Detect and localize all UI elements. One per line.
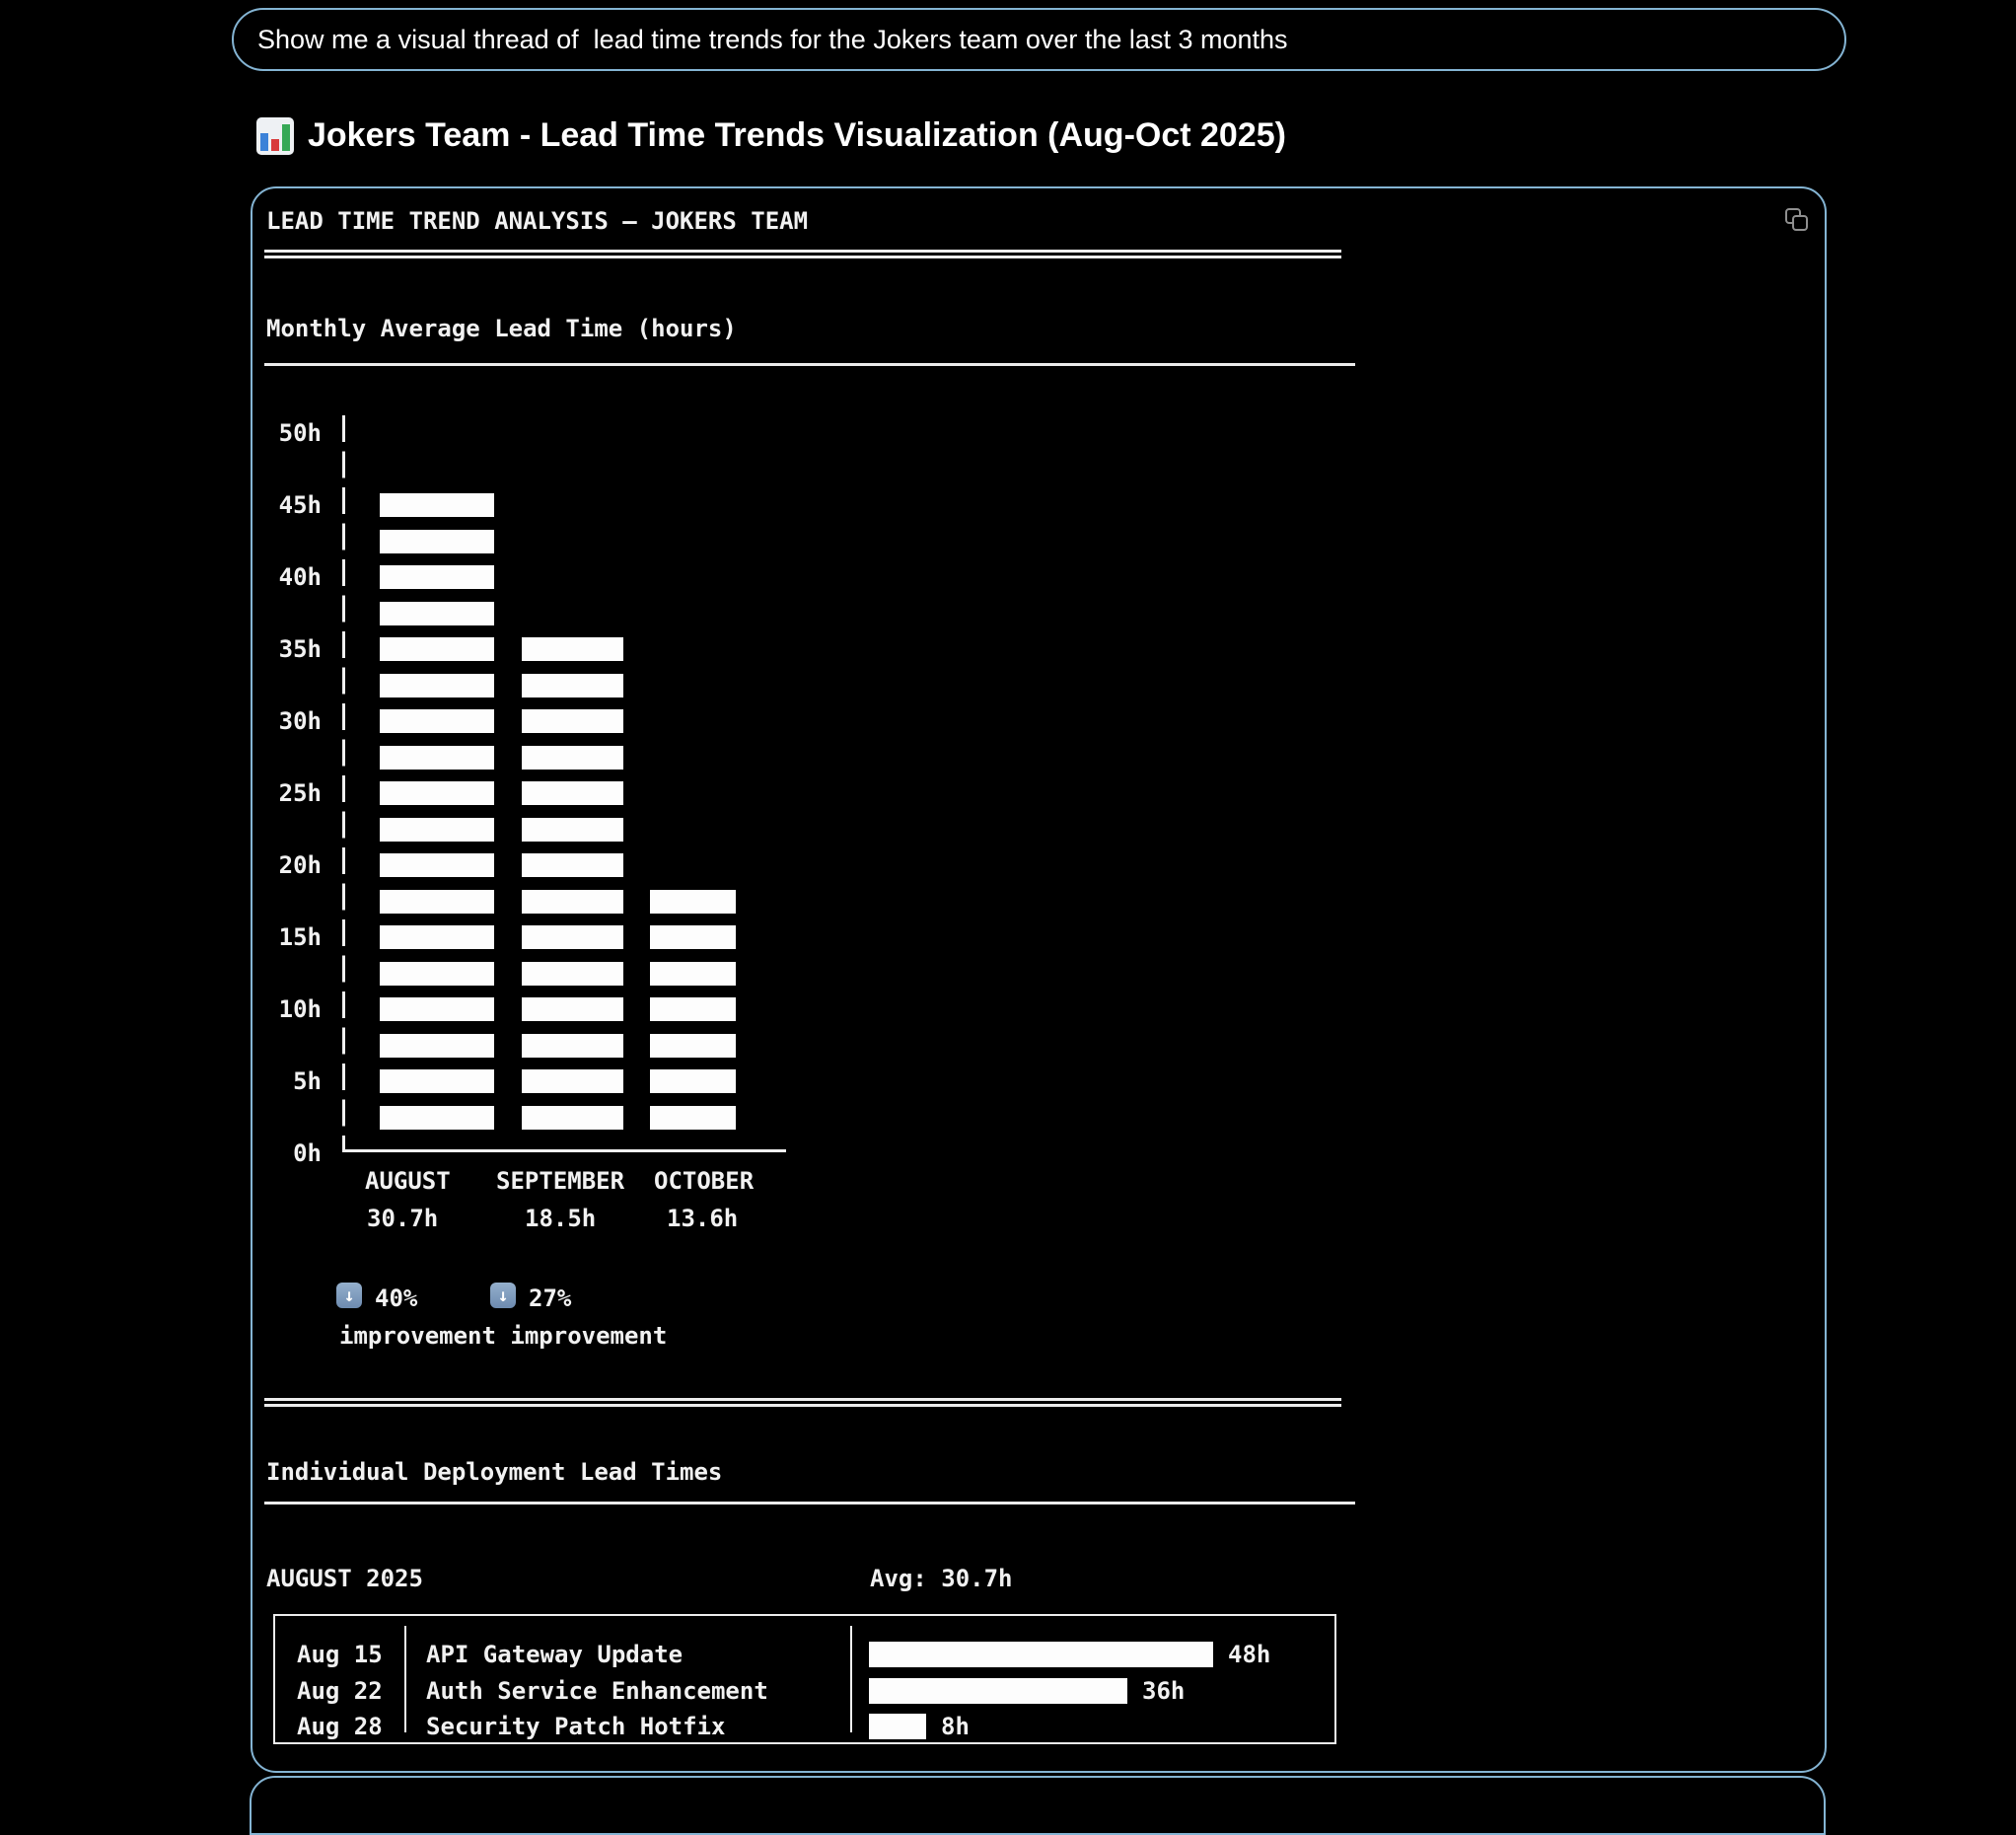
chart-y-axis [342, 415, 345, 1151]
bar-block [650, 890, 736, 914]
prompt-input[interactable] [232, 8, 1846, 71]
bar-block [380, 997, 494, 1021]
bar-block [522, 853, 623, 877]
chart-section-title: Monthly Average Lead Time (hours) [266, 315, 737, 342]
month-value: 13.6h [667, 1205, 739, 1232]
row-date: Aug 28 [297, 1713, 383, 1740]
separator-double [264, 250, 1341, 258]
bar-block [522, 962, 623, 986]
bar-block [380, 781, 494, 805]
bar-block [650, 1106, 736, 1130]
bar-block [522, 997, 623, 1021]
month-heading: AUGUST 2025 [266, 1565, 423, 1592]
y-axis-label: 15h [278, 923, 322, 951]
y-axis-label: 50h [278, 419, 322, 447]
month-value: 30.7h [367, 1205, 439, 1232]
bar-block [380, 602, 494, 625]
terminal-panel [251, 186, 1827, 1773]
deployment-table [273, 1614, 1336, 1744]
bar-block [380, 962, 494, 986]
row-hours: 36h [1142, 1677, 1186, 1705]
bar-chart-icon [256, 117, 294, 155]
y-axis-label: 20h [278, 851, 322, 879]
bar-block [522, 674, 623, 697]
row-hours: 48h [1228, 1641, 1271, 1668]
month-label: OCTOBER [654, 1167, 755, 1195]
bar-block [522, 1069, 623, 1093]
avg-value: Avg: 30.7h [870, 1565, 1013, 1592]
y-axis-label: 40h [278, 563, 322, 591]
down-arrow-badge [336, 1283, 362, 1308]
bar-block [522, 746, 623, 770]
bar-block [380, 746, 494, 770]
individual-section-title: Individual Deployment Lead Times [266, 1458, 723, 1486]
bar-block [522, 781, 623, 805]
down-arrow-badge [490, 1283, 516, 1308]
improvement-pct: 40% [375, 1284, 418, 1312]
copy-icon[interactable] [1785, 208, 1812, 235]
column-divider [850, 1626, 852, 1732]
separator-single [264, 1502, 1355, 1505]
row-name: API Gateway Update [426, 1641, 684, 1668]
page-title-text: Jokers Team - Lead Time Trends Visualization (Aug-Oct 2025) [308, 116, 1286, 154]
y-axis-label: 45h [278, 491, 322, 519]
bar-block [380, 674, 494, 697]
bar-block [650, 1034, 736, 1058]
bar-block [380, 853, 494, 877]
column-divider [404, 1626, 406, 1732]
y-axis-label: 0h [293, 1139, 322, 1167]
bar-block [380, 818, 494, 842]
month-label: SEPTEMBER [496, 1167, 625, 1195]
month-value: 18.5h [525, 1205, 597, 1232]
separator-single [264, 363, 1355, 366]
bar-block [380, 493, 494, 517]
y-axis-label: 25h [278, 779, 322, 807]
bar-block [380, 709, 494, 733]
bar-block [522, 925, 623, 949]
improvement-pct: 27% [529, 1284, 572, 1312]
y-axis-label: 10h [278, 995, 322, 1023]
y-axis-label: 30h [278, 707, 322, 735]
bar-block [380, 925, 494, 949]
row-date: Aug 22 [297, 1677, 383, 1705]
bar-block [522, 890, 623, 914]
bar-block [380, 530, 494, 553]
bar-block [522, 637, 623, 661]
chart-x-axis [342, 1149, 786, 1152]
y-axis-label: 35h [278, 635, 322, 663]
down-arrow-icon: ↓ [343, 1284, 355, 1306]
bar-block [380, 1069, 494, 1093]
row-bar [869, 1714, 926, 1739]
bar-block [522, 709, 623, 733]
next-panel [250, 1776, 1826, 1835]
bar-block [650, 1069, 736, 1093]
bar-block [650, 962, 736, 986]
improvement-label-line: improvement improvement [339, 1322, 668, 1350]
bar-block [522, 1106, 623, 1130]
bar-block [380, 1034, 494, 1058]
separator-double [264, 1398, 1341, 1407]
page-title [256, 116, 1286, 155]
row-bar [869, 1678, 1127, 1704]
bar-block [522, 1034, 623, 1058]
bar-block [522, 818, 623, 842]
row-bar [869, 1642, 1213, 1667]
bar-block [380, 637, 494, 661]
bar-block [380, 890, 494, 914]
bar-block [650, 997, 736, 1021]
terminal-title: LEAD TIME TREND ANALYSIS — JOKERS TEAM [266, 207, 809, 235]
row-date: Aug 15 [297, 1641, 383, 1668]
prompt-text: Show me a visual thread of lead time trends for the Jokers team over the last 3 months [257, 24, 1288, 54]
row-name: Auth Service Enhancement [426, 1677, 768, 1705]
row-hours: 8h [941, 1713, 970, 1740]
down-arrow-icon: ↓ [497, 1284, 509, 1306]
row-name: Security Patch Hotfix [426, 1713, 726, 1740]
bar-block [650, 925, 736, 949]
y-axis-label: 5h [293, 1067, 322, 1095]
month-label: AUGUST [365, 1167, 451, 1195]
bar-block [380, 1106, 494, 1130]
bar-block [380, 565, 494, 589]
